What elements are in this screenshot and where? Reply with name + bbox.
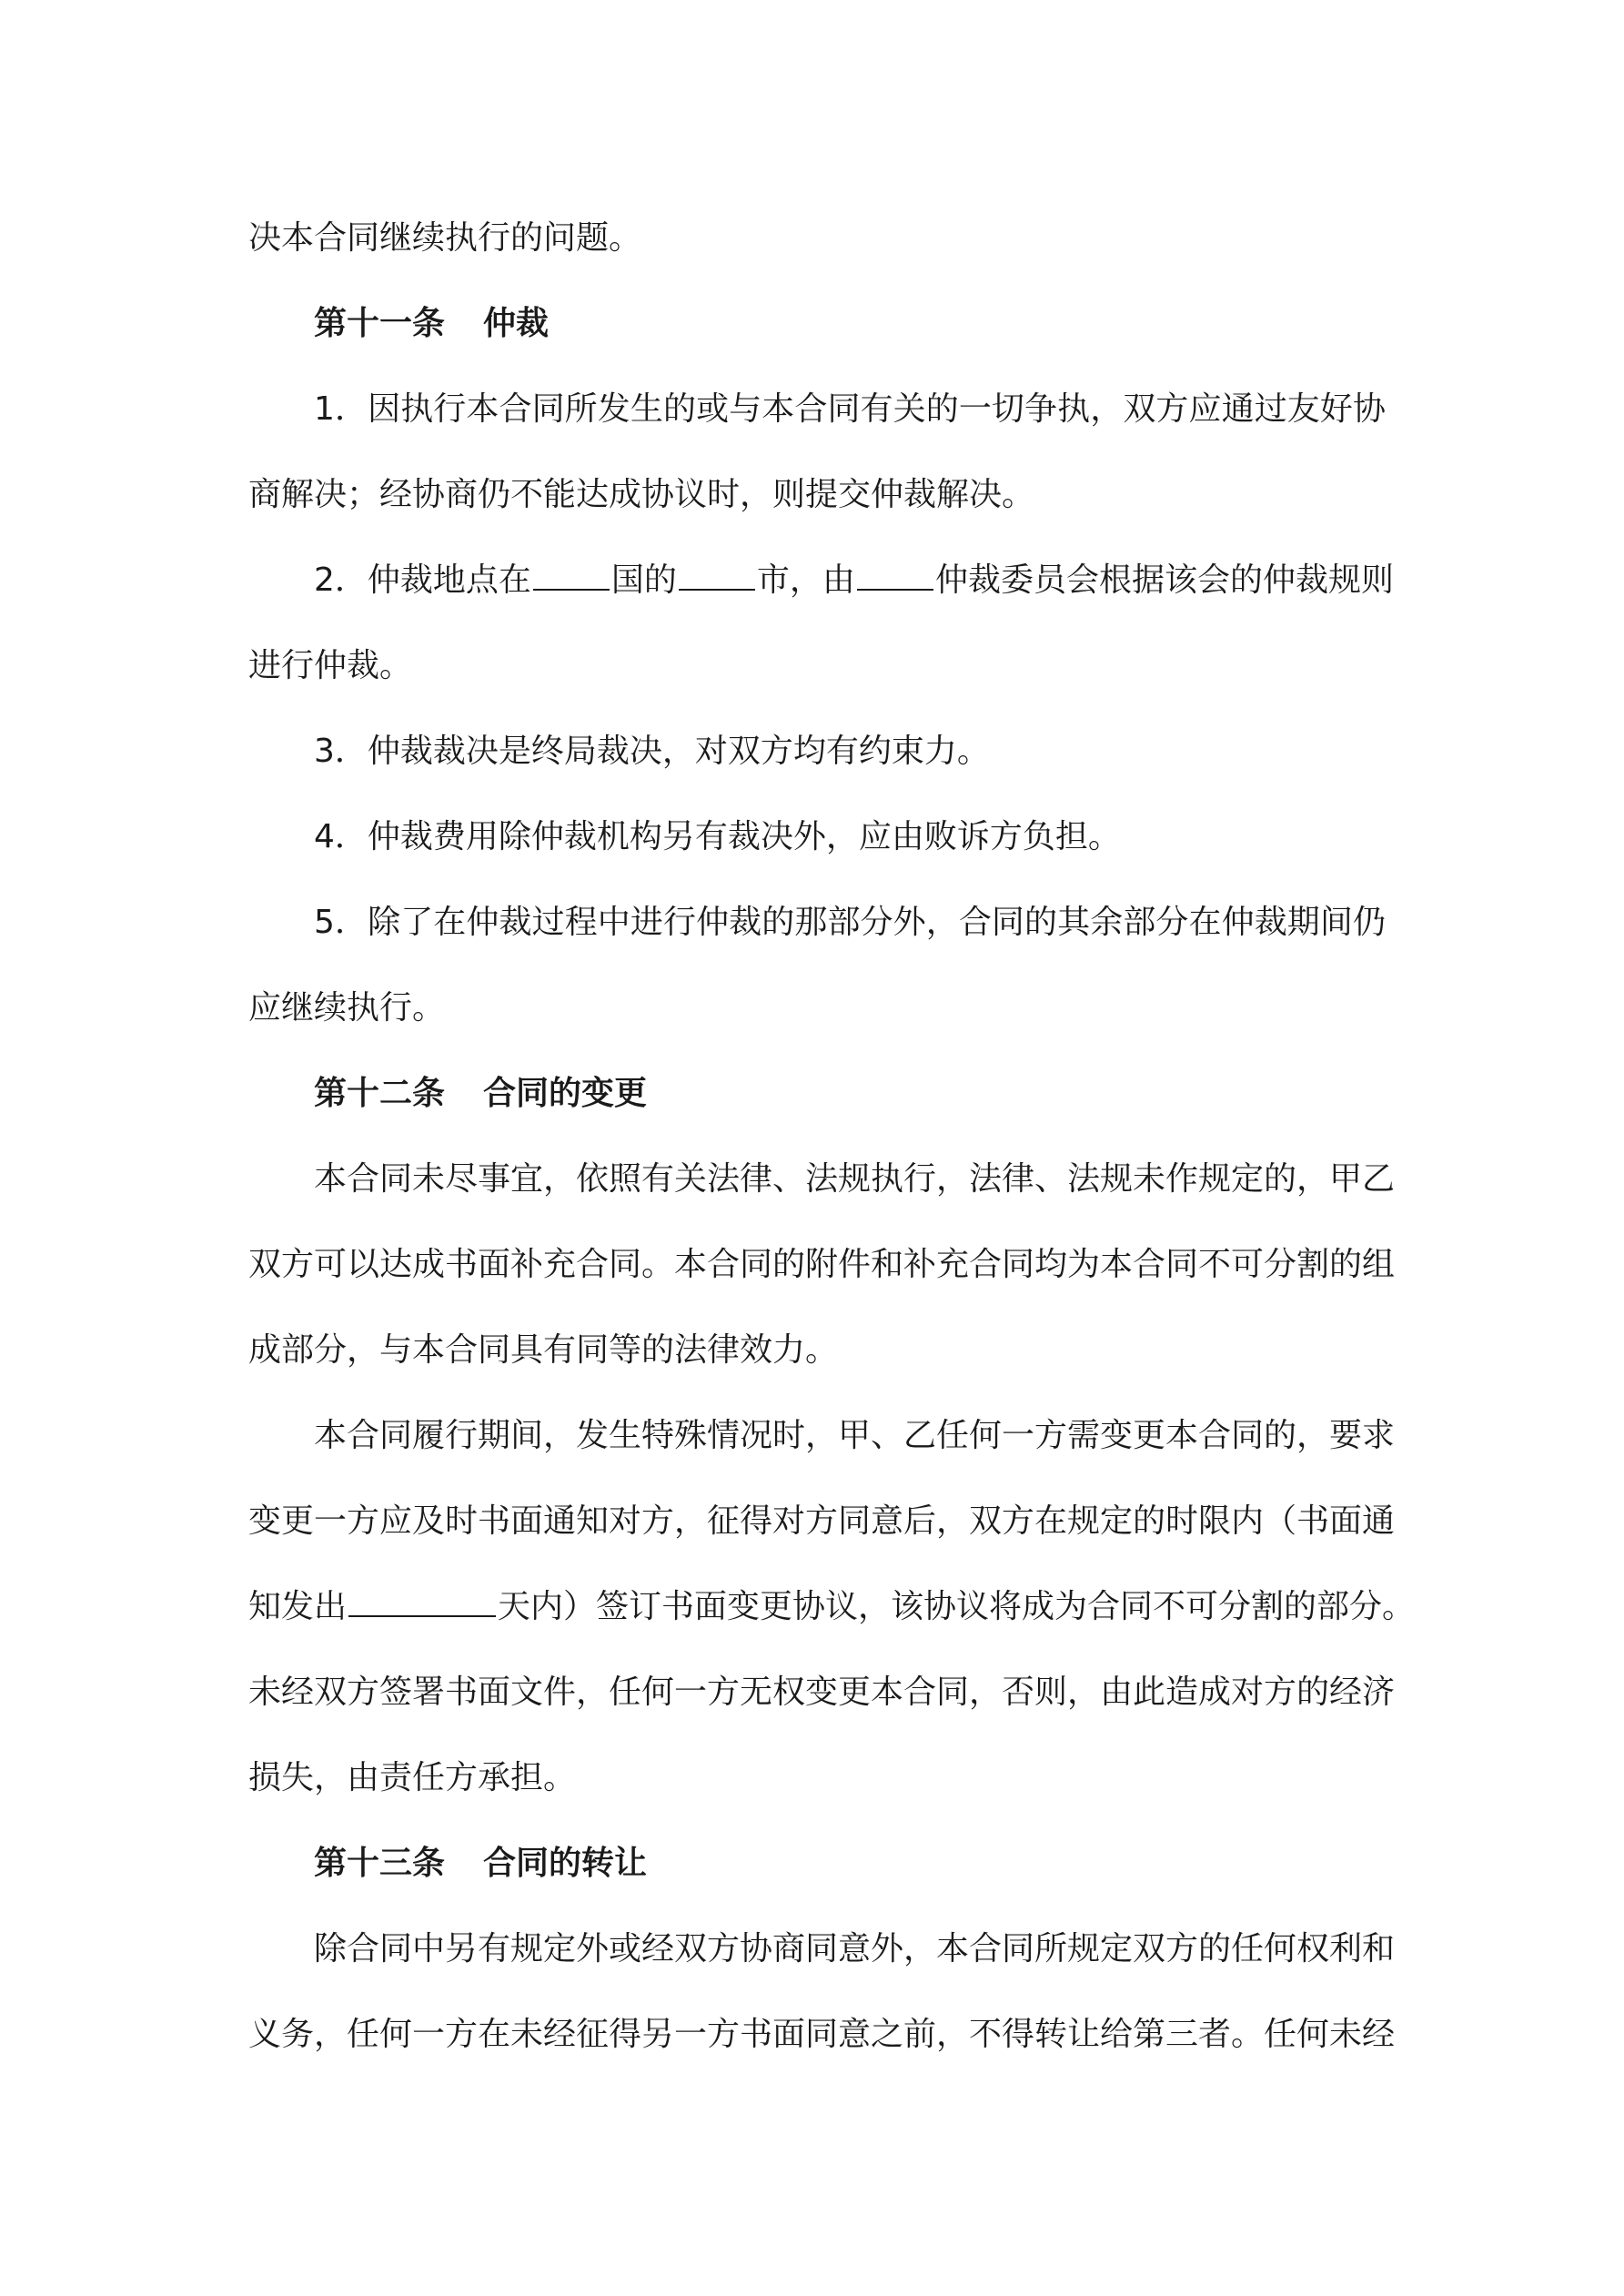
- paragraph-line: 义务，任何一方在未经征得另一方书面同意之前，不得转让给第三者。任何未经: [248, 2016, 1396, 2053]
- paragraph-line: 决本合同继续执行的问题。: [248, 219, 642, 257]
- paragraph-line: 4．仲裁费用除仲裁机构另有裁决外，应由败诉方负担。: [314, 818, 1121, 855]
- article-number: 第十三条: [314, 1845, 446, 1882]
- article-number: 第十一条: [314, 305, 446, 342]
- paragraph-line: 未经双方签署书面文件，任何一方无权变更本合同，否则，由此造成对方的经济: [248, 1674, 1396, 1711]
- text-segment: 知发出: [248, 1588, 348, 1625]
- text-segment: 国的: [610, 561, 677, 599]
- paragraph-line: 1．因执行本合同所发生的或与本合同有关的一切争执，双方应通过友好协: [314, 390, 1386, 428]
- paragraph-line: 损失，由责任方承担。: [248, 1759, 577, 1796]
- text-segment: 市，由: [756, 561, 855, 599]
- article-title: 合同的转让: [483, 1845, 648, 1882]
- text-segment: 2．仲裁地点在: [314, 561, 531, 599]
- paragraph-line: 变更一方应及时书面通知对方，征得对方同意后，双方在规定的时限内（书面通: [248, 1502, 1396, 1540]
- paragraph-line: 3．仲裁裁决是终局裁决，对双方均有约束力。: [314, 733, 990, 770]
- article-13-heading: [248, 1821, 1386, 1907]
- commission-blank: [857, 558, 933, 591]
- paragraph-line: 5．除了在仲裁过程中进行仲裁的那部分外，合同的其余部分在仲裁期间仍: [314, 904, 1386, 941]
- arbitration-location-line: [248, 538, 1394, 623]
- paragraph-line: 本合同履行期间，发生特殊情况时，甲、乙任何一方需变更本合同的，要求: [314, 1417, 1396, 1454]
- text-segment: 仲裁委员会根据该会的仲裁规则: [934, 561, 1394, 599]
- country-blank: [533, 558, 610, 591]
- article-title: 仲裁: [483, 305, 550, 342]
- paragraph-line: 进行仲裁。: [248, 647, 413, 684]
- paragraph-line: 成部分，与本合同具有同等的法律效力。: [248, 1331, 839, 1369]
- paragraph-line: 双方可以达成书面补充合同。本合同的附件和补充合同均为本合同不可分割的组: [248, 1246, 1396, 1283]
- paragraph-line: 应继续执行。: [248, 989, 446, 1027]
- article-title: 合同的变更: [483, 1075, 648, 1112]
- days-blank: [348, 1584, 496, 1617]
- city-blank: [679, 558, 755, 591]
- article-12-heading: [248, 1051, 1386, 1137]
- paragraph-line: 除合同中另有规定外或经双方协商同意外，本合同所规定双方的任何权利和: [314, 1930, 1396, 1967]
- notice-days-line: [248, 1564, 1416, 1650]
- text-segment: 天内）签订书面变更协议，该协议将成为合同不可分割的部分。: [498, 1588, 1416, 1625]
- article-11-heading: [248, 281, 1386, 367]
- article-number: 第十二条: [314, 1075, 446, 1112]
- paragraph-line: 商解决；经协商仍不能达成协议时，则提交仲裁解决。: [248, 476, 1035, 513]
- paragraph-line: 本合同未尽事宜，依照有关法律、法规执行，法律、法规未作规定的，甲乙: [314, 1160, 1396, 1198]
- contract-page: [248, 196, 1416, 2078]
